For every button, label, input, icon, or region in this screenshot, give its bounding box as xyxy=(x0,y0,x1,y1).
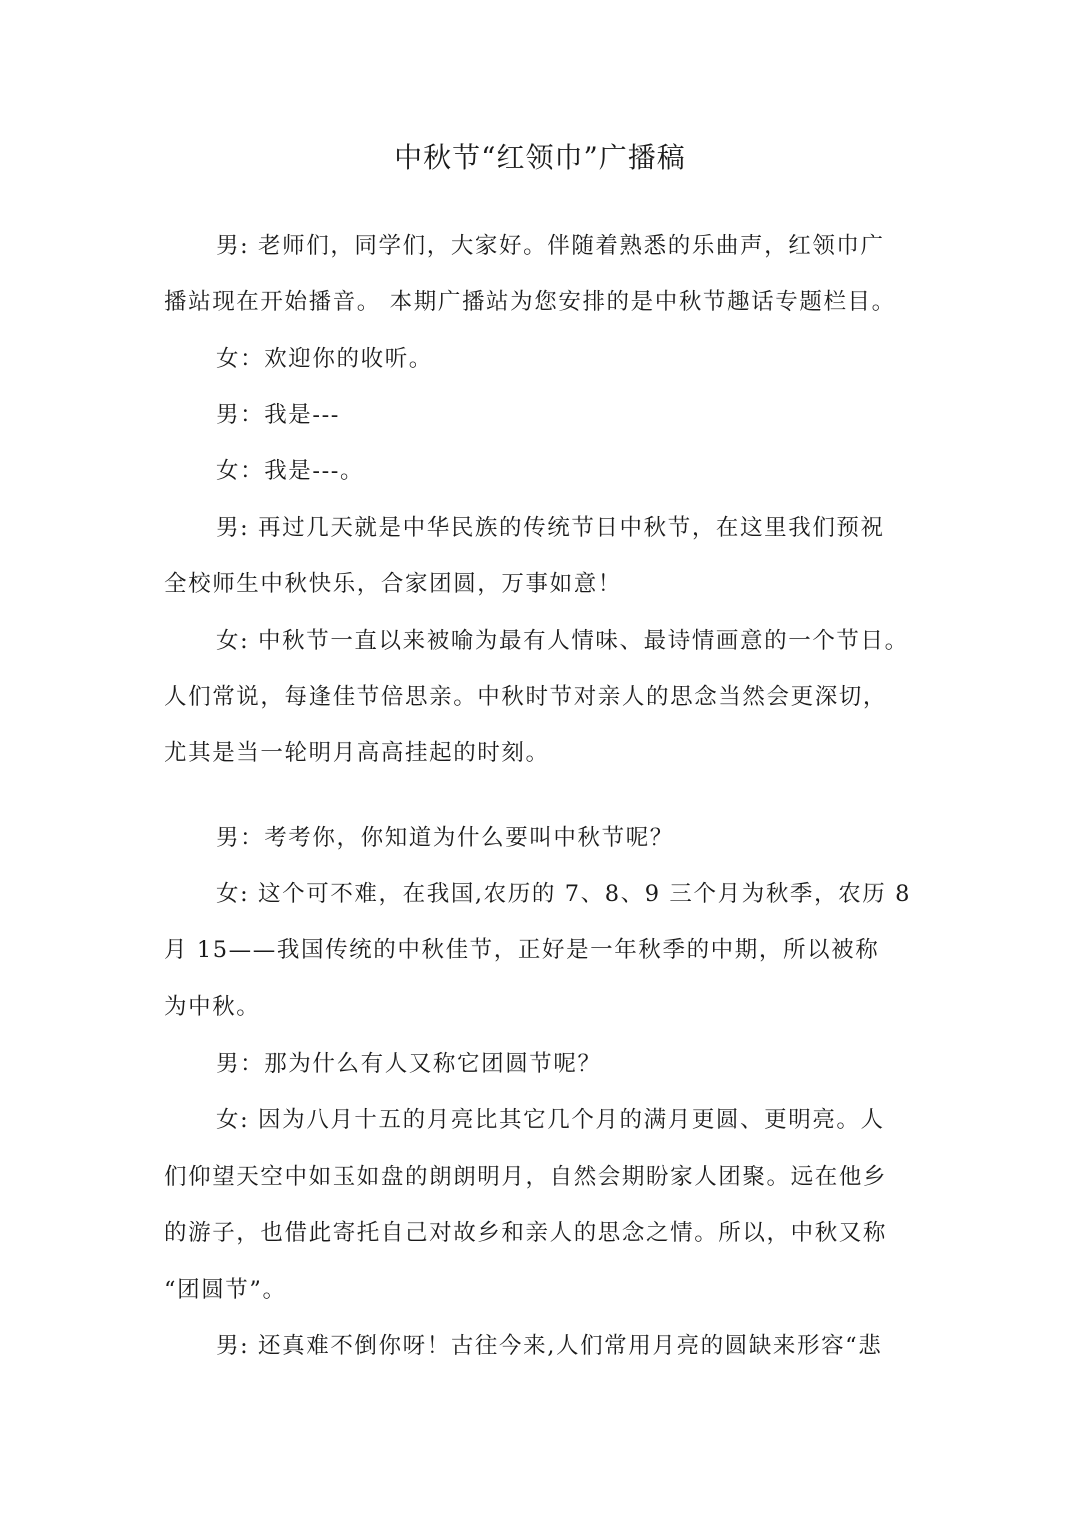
paragraph-line: 男：考考你，你知道为什么要叫中秋节呢？ xyxy=(216,825,674,851)
paragraph-line: 男：那为什么有人又称它团圆节呢？ xyxy=(216,1051,602,1077)
paragraph-line: 男：我是--- xyxy=(216,402,341,428)
paragraph-line: 女: 中秋节一直以来被喻为最有人情味、最诗情画意的一个节日。 xyxy=(216,628,909,654)
paragraph-line: 男: 老师们，同学们，大家好。伴随着熟悉的乐曲声，红领巾广 xyxy=(216,233,885,259)
paragraph-line: “团圆节”。 xyxy=(164,1277,287,1303)
paragraph-line: 的游子，也借此寄托自己对故乡和亲人的思念之情。所以，中秋又称 xyxy=(164,1220,888,1246)
paragraph-line: 男: 再过几天就是中华民族的传统节日中秋节，在这里我们预祝 xyxy=(216,515,885,541)
paragraph-line: 人们常说，每逢佳节倍思亲。中秋时节对亲人的思念当然会更深切， xyxy=(164,684,888,710)
paragraph-line: 月 15——我国传统的中秋佳节，正好是一年秋季的中期，所以被称 xyxy=(164,937,880,963)
paragraph-line: 全校师生中秋快乐，合家团圆，万事如意！ xyxy=(164,571,622,597)
paragraph-line: 女：我是---。 xyxy=(216,458,365,484)
paragraph-line: 女: 因为八月十五的月亮比其它几个月的满月更圆、更明亮。人 xyxy=(216,1107,885,1133)
paragraph-line: 男: 还真难不倒你呀！古往今来,人们常用月亮的圆缺来形容“悲 xyxy=(216,1333,883,1359)
paragraph-line: 为中秋。 xyxy=(164,994,261,1020)
paragraph-line: 女: 这个可不难，在我国,农历的 7、8、9 三个月为秋季，农历 8 xyxy=(216,881,912,907)
paragraph-line: 们仰望天空中如玉如盘的朗朗明月，自然会期盼家人团聚。远在他乡 xyxy=(164,1164,888,1190)
paragraph-line: 女：欢迎你的收听。 xyxy=(216,346,433,372)
paragraph-line: 播站现在开始播音。 本期广播站为您安排的是中秋节趣话专题栏目。 xyxy=(164,289,896,315)
paragraph-line: 尤其是当一轮明月高高挂起的时刻。 xyxy=(164,740,550,766)
document-title: 中秋节“红领巾”广播稿 xyxy=(394,141,686,174)
